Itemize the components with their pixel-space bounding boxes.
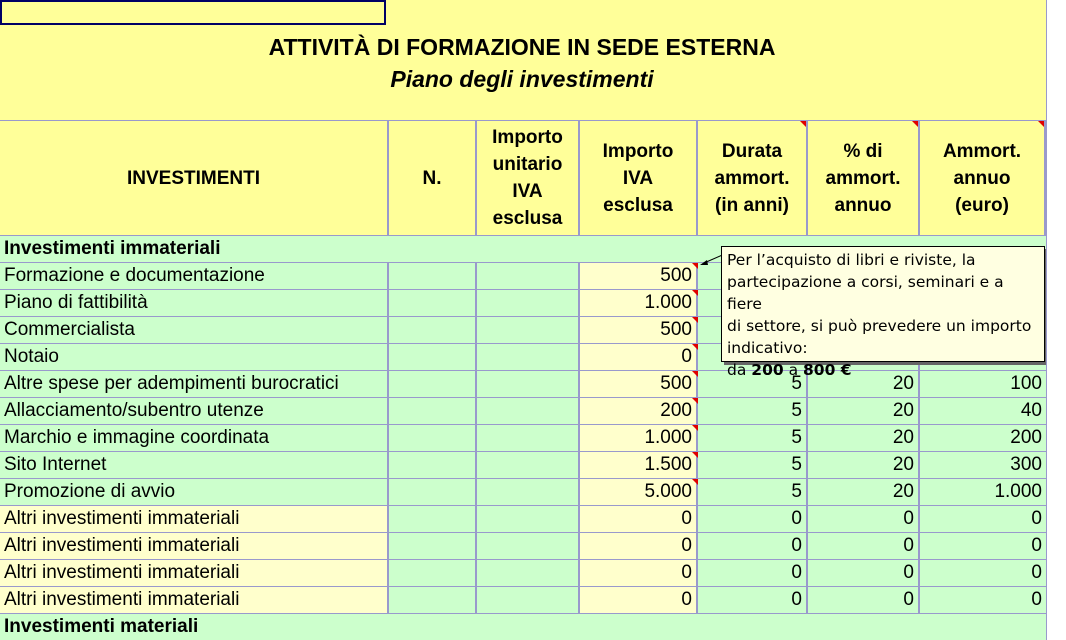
comment-range bbox=[727, 359, 1039, 381]
unit-price-cell[interactable] bbox=[477, 452, 580, 479]
amount-cell[interactable]: 1.500 bbox=[580, 452, 698, 479]
page-subtitle: Piano degli investimenti bbox=[390, 66, 654, 92]
section-investimenti-immateriali[interactable]: Investimenti immateriali bbox=[0, 236, 1046, 263]
header-importo[interactable]: Importo IVA esclusa bbox=[580, 120, 698, 236]
header-investimenti[interactable]: INVESTIMENTI bbox=[0, 120, 389, 236]
comment-line: Per l’acquisto di libri e riviste, la bbox=[727, 251, 976, 269]
percentage-cell[interactable]: 20 bbox=[808, 425, 920, 452]
annual-depreciation-cell[interactable]: 0 bbox=[920, 587, 1046, 614]
header-percentuale[interactable]: % di ammort. annuo bbox=[808, 120, 920, 236]
quantity-cell[interactable] bbox=[389, 398, 477, 425]
comment-indicator[interactable] bbox=[912, 121, 918, 127]
section-investimenti-materiali[interactable]: Investimenti materiali bbox=[0, 614, 1046, 640]
duration-cell[interactable]: 0 bbox=[698, 506, 808, 533]
unit-price-cell[interactable] bbox=[477, 506, 580, 533]
comment-range-min: 200 bbox=[751, 361, 784, 379]
quantity-cell[interactable] bbox=[389, 587, 477, 614]
percentage-cell[interactable]: 0 bbox=[808, 533, 920, 560]
header-durata[interactable]: Durata ammort. (in anni) bbox=[698, 120, 808, 236]
duration-cell[interactable]: 0 bbox=[698, 587, 808, 614]
quantity-cell[interactable] bbox=[389, 371, 477, 398]
quantity-cell[interactable] bbox=[389, 425, 477, 452]
comment-indicator[interactable] bbox=[692, 317, 698, 323]
quantity-cell[interactable] bbox=[389, 317, 477, 344]
comment-indicator[interactable] bbox=[800, 121, 806, 127]
investment-label[interactable]: Altri investimenti immateriali bbox=[0, 560, 389, 587]
unit-price-cell[interactable] bbox=[477, 560, 580, 587]
unit-price-cell[interactable] bbox=[477, 317, 580, 344]
investment-label[interactable]: Sito Internet bbox=[0, 452, 389, 479]
comment-indicator[interactable] bbox=[692, 479, 698, 485]
comment-indicator[interactable] bbox=[1038, 121, 1044, 127]
amount-cell[interactable]: 500 bbox=[580, 371, 698, 398]
amount-cell[interactable]: 0 bbox=[580, 560, 698, 587]
quantity-cell[interactable] bbox=[389, 533, 477, 560]
investment-label[interactable]: Notaio bbox=[0, 344, 389, 371]
unit-price-cell[interactable] bbox=[477, 425, 580, 452]
percentage-cell[interactable]: 20 bbox=[808, 479, 920, 506]
annual-depreciation-cell[interactable]: 200 bbox=[920, 425, 1046, 452]
investment-label[interactable]: Promozione di avvio bbox=[0, 479, 389, 506]
amount-cell[interactable]: 500 bbox=[580, 317, 698, 344]
amount-cell[interactable]: 0 bbox=[580, 587, 698, 614]
unit-price-cell[interactable] bbox=[477, 263, 580, 290]
duration-cell[interactable]: 0 bbox=[698, 533, 808, 560]
quantity-cell[interactable] bbox=[389, 263, 477, 290]
header-n[interactable]: N. bbox=[389, 120, 477, 236]
comment-indicator[interactable] bbox=[692, 452, 698, 458]
percentage-cell[interactable]: 20 bbox=[808, 452, 920, 479]
unit-price-cell[interactable] bbox=[477, 398, 580, 425]
investment-label[interactable]: Altri investimenti immateriali bbox=[0, 506, 389, 533]
quantity-cell[interactable] bbox=[389, 290, 477, 317]
header-importo-unitario[interactable]: Importo unitario IVA esclusa bbox=[477, 120, 580, 236]
percentage-cell[interactable]: 0 bbox=[808, 587, 920, 614]
unit-price-cell[interactable] bbox=[477, 371, 580, 398]
investment-label[interactable]: Allacciamento/subentro utenze bbox=[0, 398, 389, 425]
page-title: ATTIVITÀ DI FORMAZIONE IN SEDE ESTERNA bbox=[268, 34, 776, 60]
unit-price-cell[interactable] bbox=[477, 290, 580, 317]
duration-cell[interactable]: 5 bbox=[698, 398, 808, 425]
amount-cell[interactable]: 1.000 bbox=[580, 425, 698, 452]
amount-cell[interactable]: 0 bbox=[580, 533, 698, 560]
comment-line: indicativo: bbox=[727, 339, 808, 357]
duration-cell[interactable]: 0 bbox=[698, 560, 808, 587]
cell-comment-tooltip bbox=[721, 246, 1045, 379]
unit-price-cell[interactable] bbox=[477, 587, 580, 614]
amount-cell[interactable]: 5.000 bbox=[580, 479, 698, 506]
duration-cell[interactable]: 5 bbox=[698, 425, 808, 452]
amount-cell[interactable]: 500 bbox=[580, 263, 698, 290]
comment-indicator[interactable] bbox=[692, 425, 698, 431]
annual-depreciation-cell[interactable]: 40 bbox=[920, 398, 1046, 425]
annual-depreciation-cell[interactable]: 100 bbox=[920, 371, 1046, 398]
sheet-edge bbox=[1046, 0, 1066, 640]
selected-cell[interactable] bbox=[0, 0, 386, 25]
comment-indicator[interactable] bbox=[692, 398, 698, 404]
comment-line: di settore, si può prevedere un importo bbox=[727, 317, 1032, 335]
comment-indicator[interactable] bbox=[692, 371, 698, 377]
unit-price-cell[interactable] bbox=[477, 344, 580, 371]
investment-label[interactable]: Commercialista bbox=[0, 317, 389, 344]
quantity-cell[interactable] bbox=[389, 452, 477, 479]
amount-cell[interactable]: 1.000 bbox=[580, 290, 698, 317]
duration-cell[interactable]: 5 bbox=[698, 371, 808, 398]
investment-label[interactable]: Piano di fattibilità bbox=[0, 290, 389, 317]
annual-depreciation-cell[interactable]: 0 bbox=[920, 533, 1046, 560]
header-ammort-annuo[interactable]: Ammort. annuo (euro) bbox=[920, 120, 1046, 236]
annual-depreciation-cell[interactable]: 1.000 bbox=[920, 479, 1046, 506]
quantity-cell[interactable] bbox=[389, 560, 477, 587]
investment-label[interactable]: Altri investimenti immateriali bbox=[0, 533, 389, 560]
investment-label[interactable]: Marchio e immagine coordinata bbox=[0, 425, 389, 452]
comment-indicator[interactable] bbox=[692, 344, 698, 350]
comment-indicator[interactable] bbox=[692, 290, 698, 296]
annual-depreciation-cell[interactable]: 300 bbox=[920, 452, 1046, 479]
percentage-cell[interactable]: 20 bbox=[808, 371, 920, 398]
amount-cell[interactable]: 0 bbox=[580, 344, 698, 371]
duration-cell[interactable]: 5 bbox=[698, 479, 808, 506]
investment-label[interactable]: Altri investimenti immateriali bbox=[0, 587, 389, 614]
amount-cell[interactable]: 200 bbox=[580, 398, 698, 425]
percentage-cell[interactable]: 0 bbox=[808, 560, 920, 587]
amount-cell[interactable]: 0 bbox=[580, 506, 698, 533]
percentage-cell[interactable]: 20 bbox=[808, 398, 920, 425]
unit-price-cell[interactable] bbox=[477, 533, 580, 560]
percentage-cell[interactable]: 0 bbox=[808, 506, 920, 533]
comment-range-max: 800 € bbox=[803, 361, 852, 379]
duration-cell[interactable]: 5 bbox=[698, 452, 808, 479]
annual-depreciation-cell[interactable]: 0 bbox=[920, 560, 1046, 587]
comment-range-from-label: da bbox=[727, 361, 747, 379]
quantity-cell[interactable] bbox=[389, 344, 477, 371]
comment-line: partecipazione a corsi, seminari e a fiere bbox=[727, 273, 1004, 313]
quantity-cell[interactable] bbox=[389, 506, 477, 533]
investment-label[interactable]: Altre spese per adempimenti burocratici bbox=[0, 371, 389, 398]
quantity-cell[interactable] bbox=[389, 479, 477, 506]
annual-depreciation-cell[interactable]: 0 bbox=[920, 506, 1046, 533]
unit-price-cell[interactable] bbox=[477, 479, 580, 506]
comment-range-to-label: a bbox=[788, 361, 799, 379]
investment-label[interactable]: Formazione e documentazione bbox=[0, 263, 389, 290]
